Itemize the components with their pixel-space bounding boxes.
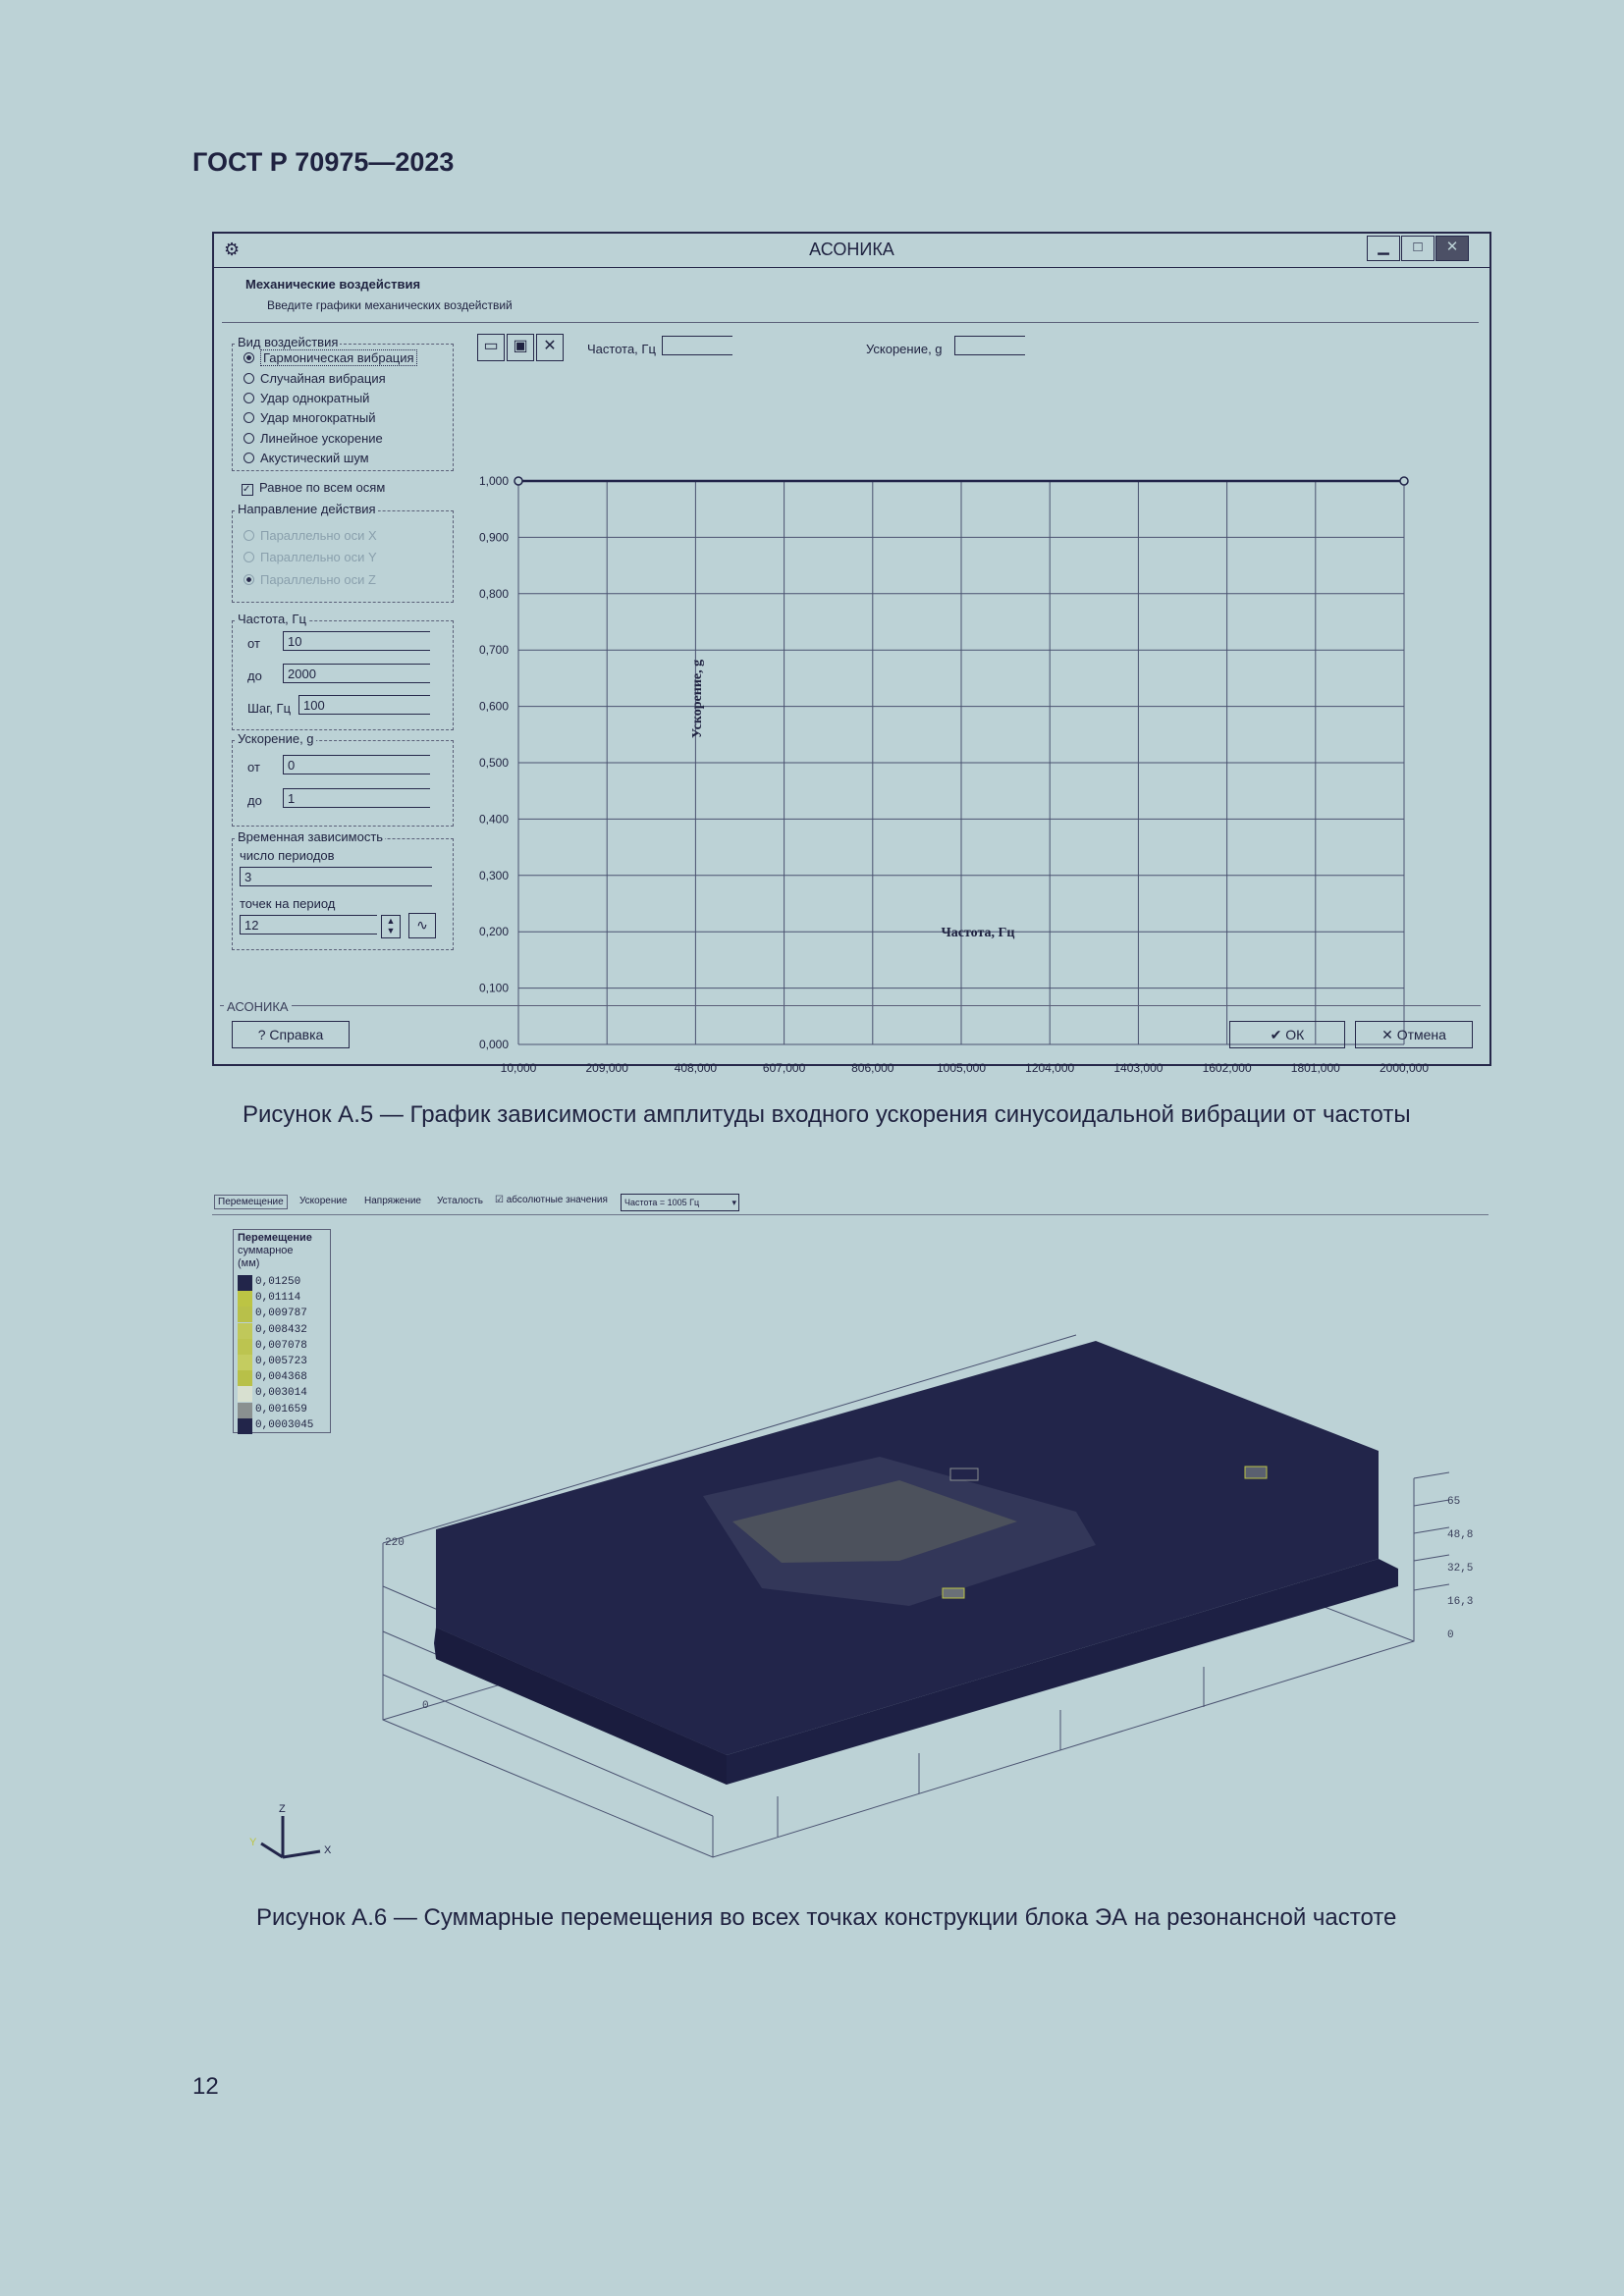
radio-dot-icon — [244, 412, 254, 423]
x-tick-label: 10,000 — [500, 1061, 537, 1075]
x-tick-label: 1403,000 — [1113, 1061, 1164, 1075]
radio-multiple-shock[interactable]: Удар многократный — [244, 410, 376, 425]
y-tick-220: 220 — [385, 1537, 405, 1549]
footer-label: АСОНИКА — [224, 999, 292, 1014]
chart-ticks — [479, 474, 1429, 1075]
accel-from-label: от — [247, 760, 260, 774]
radio-dot-icon — [244, 373, 254, 384]
radio-random-vibration[interactable]: Случайная вибрация — [244, 371, 386, 386]
cancel-button[interactable]: ✕ Отмена — [1355, 1021, 1473, 1048]
legend-value: 0,004368 — [255, 1371, 307, 1384]
frequency-field-label: Частота, Гц — [587, 342, 656, 356]
periods-label: число периодов — [240, 848, 335, 863]
legend-value: 0,01114 — [255, 1292, 301, 1305]
radio-dot-icon — [244, 574, 254, 585]
delete-button[interactable] — [536, 334, 564, 361]
app-window — [212, 232, 1491, 1075]
maximize-button[interactable]: □ — [1401, 236, 1435, 261]
x-tick-label: 607,000 — [762, 1061, 806, 1075]
chart-grid — [518, 481, 1404, 1044]
frequency-field-input[interactable] — [662, 336, 732, 355]
displacement-3d-view — [212, 1315, 1489, 1885]
tab-acceleration[interactable]: Ускорение — [299, 1196, 348, 1206]
y-tick-label: 0,200 — [478, 925, 509, 939]
save-icon: ▣ — [513, 338, 528, 354]
legend-subtitle: суммарное — [238, 1245, 294, 1256]
open-file-button[interactable] — [477, 334, 505, 361]
legend-title: Перемещение — [238, 1232, 312, 1244]
x-tick-label: 1204,000 — [1025, 1061, 1075, 1075]
help-icon: ? — [257, 1027, 270, 1042]
freq-step-input[interactable]: 100 — [298, 695, 430, 715]
title-bar — [214, 234, 1489, 268]
time-dependency-legend: Временная зависимость — [238, 829, 384, 844]
acceleration-group — [232, 740, 454, 827]
z-tick-0: 0 — [1447, 1629, 1454, 1641]
app-logo-icon: ⚙ — [224, 240, 241, 259]
legend-swatch — [238, 1291, 252, 1307]
x-tick-label: 806,000 — [851, 1061, 894, 1075]
y-tick-label: 0,400 — [478, 812, 509, 827]
y-tick-label: 0,900 — [478, 530, 509, 545]
legend-value: 0,008432 — [255, 1323, 307, 1336]
pcb-block-model — [434, 1341, 1398, 1785]
y-tick-label: 0,500 — [478, 756, 509, 770]
acceleration-field-input[interactable] — [954, 336, 1025, 355]
freq-step-label: Шаг, Гц — [247, 701, 292, 716]
series-point[interactable] — [514, 477, 522, 485]
z-tick-65: 65 — [1447, 1496, 1461, 1508]
periods-input[interactable]: 3 — [240, 867, 432, 886]
equal-axes-checkbox[interactable]: ✓ Равное по всем осям — [243, 480, 386, 495]
radio-dot-icon — [244, 453, 254, 463]
z-tick-32: 32,5 — [1447, 1563, 1474, 1575]
x-tick-label: 1602,000 — [1202, 1061, 1252, 1075]
help-button[interactable]: ? Справка — [232, 1021, 350, 1048]
legend-units: (мм) — [238, 1257, 260, 1269]
section-title: Механические воздействия — [245, 277, 421, 292]
checkbox-check-icon: ✓ — [242, 484, 253, 496]
freq-from-input[interactable]: 10 — [283, 631, 430, 651]
impact-type-legend: Вид воздействия — [238, 335, 339, 349]
header-divider — [222, 322, 1479, 323]
window-title: АСОНИКА — [809, 240, 894, 259]
absolute-values-checkbox[interactable]: ☑ абсолютные значения — [495, 1195, 608, 1205]
radio-dot-icon — [244, 552, 254, 562]
radio-harmonic-vibration[interactable]: Гармоническая вибрация — [244, 350, 417, 365]
points-input[interactable]: 12 — [240, 915, 377, 934]
tab-stress[interactable]: Напряжение — [364, 1196, 421, 1206]
y-tick-label: 0,700 — [478, 643, 509, 658]
legend-value: 0,001659 — [255, 1403, 307, 1415]
tab-displacement[interactable]: Перемещение — [214, 1195, 288, 1209]
legend-value: 0,005723 — [255, 1356, 307, 1367]
figure-caption-a5: Рисунок А.5 — График зависимости амплитуды входного ускорения синусоидальной вибрации от частоты — [243, 1101, 1411, 1128]
x-tick-label: 408,000 — [674, 1061, 718, 1075]
freq-to-label: до — [247, 668, 262, 683]
cancel-icon: ✕ — [1381, 1027, 1397, 1042]
save-file-button[interactable] — [507, 334, 534, 361]
x-tick-label: 1005,000 — [936, 1061, 987, 1075]
acceleration-field-label: Ускорение, g — [866, 342, 943, 356]
direction-legend: Направление действия — [238, 502, 376, 516]
accel-to-label: до — [247, 793, 262, 808]
points-spinner[interactable]: ▲ ▼ — [381, 915, 401, 938]
freq-to-input[interactable]: 2000 — [283, 664, 430, 683]
points-label: точек на период — [240, 896, 336, 911]
y-tick-label: 0,800 — [478, 586, 509, 601]
radio-dot-icon — [244, 393, 254, 403]
legend-swatch — [238, 1275, 252, 1291]
axis-x-label: X — [324, 1844, 332, 1856]
radio-axis-z[interactable]: Параллельно оси Z — [244, 572, 376, 587]
radio-dot-icon — [244, 530, 254, 541]
x-axis-label: Частота, Гц — [941, 926, 1015, 940]
radio-axis-x[interactable]: Параллельно оси X — [244, 528, 377, 543]
checkbox-check-icon: ☑ — [495, 1195, 507, 1205]
y-tick-0: 0 — [422, 1700, 429, 1712]
frequency-legend: Частота, Гц — [238, 612, 306, 626]
ok-button[interactable]: ✔ ОК — [1229, 1021, 1345, 1048]
series-point[interactable] — [1400, 477, 1408, 485]
frequency-select[interactable]: Частота = 1005 Гц ▾ — [621, 1194, 739, 1211]
delete-icon: ✕ — [543, 338, 557, 354]
z-tick-48: 48,8 — [1447, 1529, 1474, 1541]
x-tick-label: 209,000 — [585, 1061, 628, 1075]
y-axis-label: Ускорение, g — [690, 659, 705, 739]
radio-axis-y[interactable]: Параллельно оси Y — [244, 550, 377, 564]
footer-divider — [220, 1005, 1481, 1006]
x-tick-label: 2000,000 — [1379, 1061, 1430, 1075]
y-tick-label: 0,100 — [478, 981, 509, 995]
y-tick-label: 0,600 — [478, 699, 509, 714]
legend-value: 0,01250 — [255, 1276, 301, 1288]
check-icon: ✔ — [1270, 1027, 1286, 1042]
radio-dot-icon — [244, 433, 254, 444]
chevron-down-icon: ▾ — [731, 1198, 736, 1207]
x-tick-label: 1801,000 — [1290, 1061, 1340, 1075]
legend-value: 0,007078 — [255, 1339, 307, 1352]
radio-linear-acceleration[interactable]: Линейное ускорение — [244, 431, 383, 446]
freq-from-label: от — [247, 636, 260, 651]
y-tick-label: 1,000 — [478, 474, 509, 488]
minimize-button[interactable]: ▁ — [1367, 236, 1400, 261]
radio-dot-icon — [244, 352, 254, 363]
result-toolbar — [212, 1193, 1489, 1215]
legend-value: 0,003014 — [255, 1387, 307, 1400]
section-subtitle: Введите графики механических воздействий — [267, 298, 513, 312]
tab-fatigue[interactable]: Усталость — [437, 1196, 484, 1206]
axis-triad — [249, 1803, 332, 1857]
y-tick-label: 0,300 — [478, 868, 509, 882]
radio-acoustic-noise[interactable]: Акустический шум — [244, 451, 369, 465]
close-button[interactable]: ✕ — [1435, 236, 1469, 261]
figure-caption-a6: Рисунок А.6 — Суммарные перемещения во всех точках конструкции блока ЭА на резонансной частоте — [256, 1904, 1397, 1931]
y-tick-label: 0,000 — [478, 1038, 509, 1051]
legend-value: 0,009787 — [255, 1308, 307, 1320]
radio-single-shock[interactable]: Удар однократный — [244, 391, 369, 405]
accel-from-input[interactable]: 0 — [283, 755, 430, 774]
page-number: 12 — [192, 2073, 219, 2100]
folder-icon: ▭ — [483, 338, 499, 354]
legend-value: 0,0003045 — [255, 1418, 314, 1431]
accel-to-input[interactable]: 1 — [283, 788, 430, 808]
axis-z-label: Z — [279, 1803, 286, 1815]
axis-y-label: Y — [249, 1837, 257, 1848]
z-tick-16: 16,3 — [1447, 1596, 1474, 1608]
document-header: ГОСТ Р 70975—2023 — [192, 147, 455, 177]
waveform-icon[interactable]: ∿ — [408, 913, 436, 938]
acceleration-legend: Ускорение, g — [238, 731, 314, 746]
